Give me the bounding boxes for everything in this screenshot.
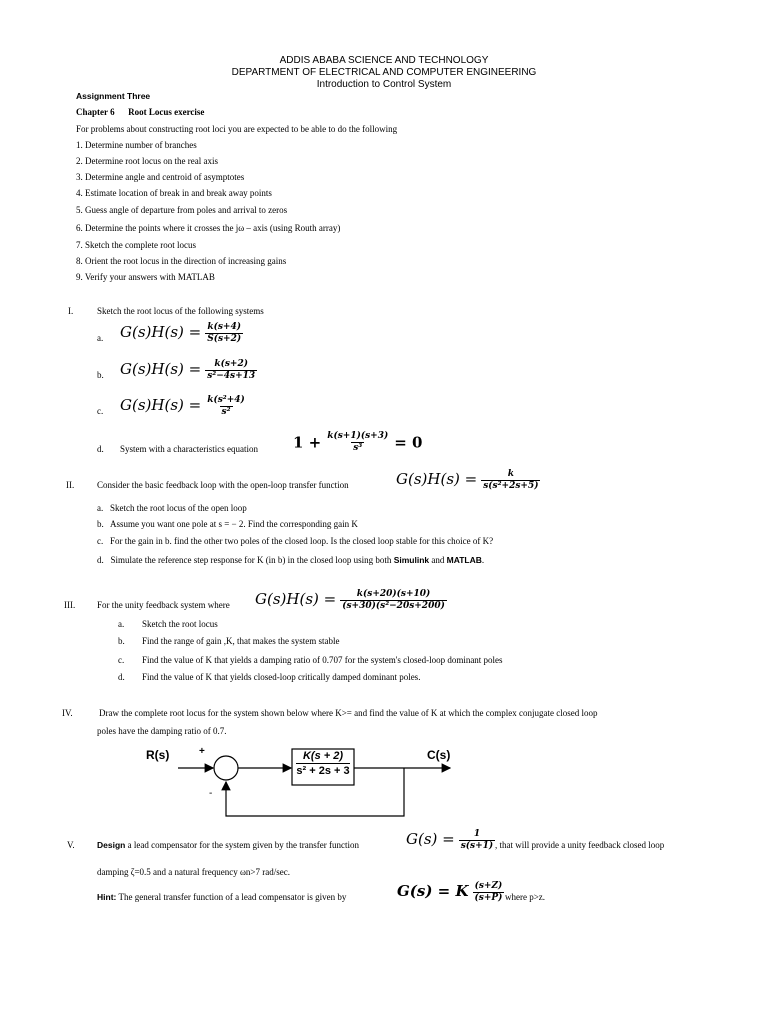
plant-denominator: s² + 2s + 3 — [296, 765, 350, 777]
q1b-label: b. — [97, 370, 104, 380]
q2-number: II. — [66, 480, 75, 490]
q1c-numerator: k(s²+4) — [207, 395, 245, 405]
q5-line1 — [97, 840, 359, 850]
q5-lhs: G(s) = — [406, 830, 455, 849]
step-1: 1. Determine number of branches — [76, 140, 197, 150]
q5-hint-lhs: G(s) = K — [397, 882, 469, 901]
input-label: R(s) — [146, 748, 170, 762]
step-7: 7. Sketch the complete root locus — [76, 240, 196, 250]
intro-text: For problems about constructing root loci you are expected to be able to do the following — [76, 124, 398, 134]
header-institution: ADDIS ABABA SCIENCE AND TECHNOLOGY — [279, 55, 489, 66]
q2-item-d-text: d. Simulate the reference step response for K (in b) in the closed loop using both — [97, 555, 392, 565]
chapter-title: Chapter 6 Root Locus exercise — [76, 107, 205, 117]
q3-denominator: (s+30)(s²−20s+200) — [342, 601, 445, 611]
q1d-text: System with a characteristics equation — [120, 444, 258, 454]
q5-design: Design — [97, 840, 126, 850]
q1b-numerator: k(s+2) — [214, 359, 248, 369]
q1d-numerator: k(s+1)(s+3) — [327, 431, 389, 441]
q2-denominator: s(s²+2s+5) — [483, 481, 539, 491]
q1c-denominator: s² — [221, 407, 231, 417]
q1b-denominator: s²−4s+13 — [207, 371, 256, 381]
q1c-label: c. — [97, 406, 104, 416]
q1d-eq-prefix: 1 + — [293, 433, 322, 452]
plant-numerator: K(s + 2) — [302, 750, 344, 762]
output-label: C(s) — [427, 748, 451, 762]
q5-after: , that will provide a unity feedback closed loop — [495, 840, 665, 850]
summing-junction — [214, 756, 238, 780]
q4-text-line2: poles have the damping ratio of 0.7. — [97, 726, 227, 736]
q2-and: and — [431, 555, 445, 565]
q3a-label: a. — [118, 619, 125, 629]
q4-number: IV. — [62, 708, 73, 718]
q3-text: For the unity feedback system where — [97, 600, 230, 610]
q5-denominator: s(s+1) — [460, 841, 494, 851]
plant-transfer-function — [292, 750, 354, 777]
q3b-label: b. — [118, 636, 125, 646]
q1d-eq-suffix: = 0 — [394, 433, 423, 452]
q5-hint-text: The general transfer function of a lead compensator is given by — [118, 892, 347, 902]
q2-simulink: Simulink — [393, 555, 430, 565]
q2-item-c: c. For the gain in b. find the other two poles of the closed loop. Is the closed loop stable for this choice of K? — [97, 536, 494, 546]
q5-hint-denominator: (s+P) — [474, 893, 503, 903]
assignment-title: Assignment Three — [76, 91, 151, 101]
q1d-label: d. — [97, 444, 104, 454]
step-9: 9. Verify your answers with MATLAB — [76, 272, 215, 282]
q3-numerator: k(s+20)(s+10) — [356, 589, 431, 599]
q1c-lhs: G(s)H(s) = — [120, 396, 202, 415]
q2-text: Consider the basic feedback loop with the open-loop transfer function — [97, 480, 349, 490]
q3d-label: d. — [118, 672, 125, 682]
q2-item-b: b. Assume you want one pole at s = − 2. Find the corresponding gain K — [97, 519, 358, 529]
q3c-text: Find the value of K that yields a damping ratio of 0.707 for the system's closed-loop dominant poles — [142, 655, 503, 665]
q5-line2: damping ζ=0.5 and a natural frequency ωn>7 rad/sec. — [97, 867, 290, 877]
q1d-denominator: s³ — [353, 443, 363, 453]
q5-equation — [406, 829, 495, 852]
q3a-text: Sketch the root locus — [142, 619, 218, 629]
q3c-label: c. — [118, 655, 125, 665]
step-4: 4. Estimate location of break in and break away points — [76, 188, 272, 198]
step-3: 3. Determine angle and centroid of asymptotes — [76, 172, 245, 182]
q4-text-line1: Draw the complete root locus for the system shown below where K>= and find the value of K at which the complex conjugate closed loop — [99, 708, 598, 718]
q1b-lhs: G(s)H(s) = — [120, 360, 202, 379]
q5-numerator: 1 — [473, 829, 481, 839]
step-6: 6. Determine the points where it crosses the jω – axis (using Routh array) — [76, 223, 341, 233]
minus-sign: - — [209, 788, 213, 799]
header-course: Introduction to Control System — [316, 79, 452, 90]
q3-number: III. — [64, 600, 76, 610]
q2-matlab: MATLAB — [446, 555, 482, 565]
step-5: 5. Guess angle of departure from poles and arrival to zeros — [76, 205, 288, 215]
q1-number: I. — [68, 306, 74, 316]
q5-hint-after: where p>z. — [505, 892, 546, 902]
q2-lhs: G(s)H(s) = — [396, 470, 478, 489]
q1a-denominator: S(s+2) — [207, 334, 242, 344]
q5-text: a lead compensator for the system given by the transfer function — [127, 840, 360, 850]
q2-item-a: a. Sketch the root locus of the open loop — [97, 503, 247, 513]
q2-period: . — [481, 555, 485, 565]
q5-number: V. — [67, 840, 75, 850]
q5-hint-numerator: (s+Z) — [474, 881, 503, 891]
q2-numerator: k — [507, 469, 514, 479]
q5-hint-line — [97, 892, 346, 902]
q1a-lhs: G(s)H(s) = — [120, 323, 202, 342]
q1a-label: a. — [97, 333, 104, 343]
q5-hint-equation — [397, 881, 504, 904]
plus-sign: + — [199, 746, 205, 757]
step-2: 2. Determine root locus on the real axis — [76, 156, 218, 166]
q3-lhs: G(s)H(s) = — [255, 590, 337, 609]
header-department: DEPARTMENT OF ELECTRICAL AND COMPUTER ENGINEERING — [231, 67, 537, 78]
q5-hint-label: Hint: — [97, 892, 117, 902]
q1a-numerator: k(s+4) — [207, 322, 241, 332]
q3b-text: Find the range of gain ,K, that makes the system stable — [142, 636, 340, 646]
q3d-text: Find the value of K that yields closed-loop critically damped dominant poles. — [142, 672, 421, 682]
step-8: 8. Orient the root locus in the direction of increasing gains — [76, 256, 287, 266]
q1-text: Sketch the root locus of the following systems — [97, 306, 264, 316]
